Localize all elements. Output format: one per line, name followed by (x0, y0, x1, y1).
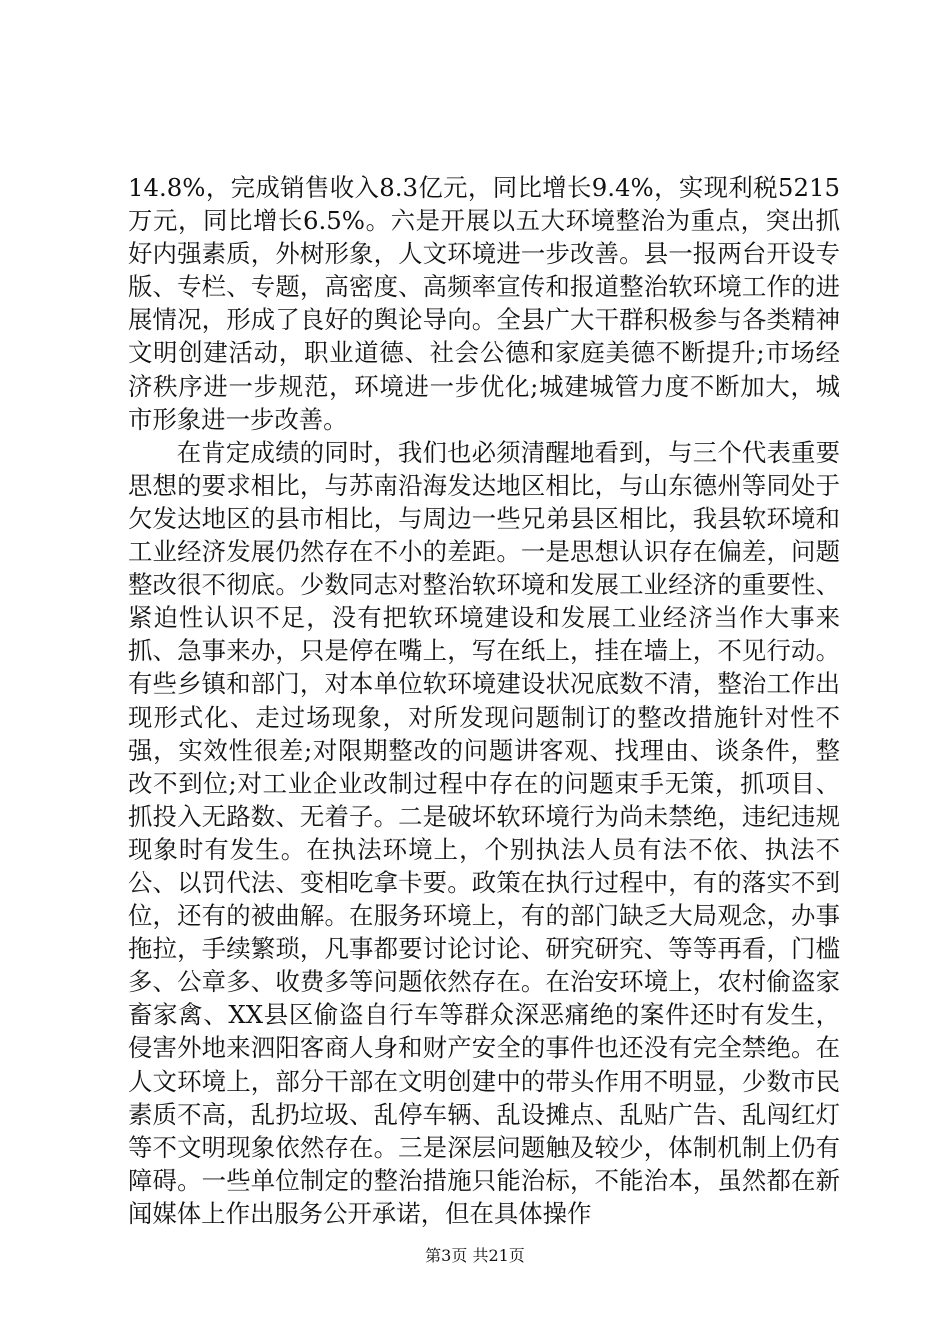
paragraph-shortcomings: 在肯定成绩的同时，我们也必须清醒地看到，与三个代表重要思想的要求相比，与苏南沿海发达地区相比，与山东德州等同处于欠发达地区的县市相比，与周边一些兄弟县区相比，我县软环境和工业经济发展仍然存在不小的差距。一是思想认识存在偏差，问题整改很不彻底。少数同志对整治软环境和发展工业经济的重要性、紧迫性认识不足，没有把软环境建设和发展工业经济当作大事来抓、急事来办，只是停在嘴上，写在纸上，挂在墙上，不见行动。有些乡镇和部门，对本单位软环境建设状况底数不清，整治工作出现形式化、走过场现象，对所发现问题制订的整改措施针对性不强，实效性很差;对限期整改的问题讲客观、找理由、谈条件，整改不到位;对工业企业改制过程中存在的问题束手无策，抓项目、抓投入无路数、无着子。二是破坏软环境行为尚未禁绝，违纪违规现象时有发生。在执法环境上，个别执法人员有法不依、执法不公、以罚代法、变相吃拿卡要。政策在执行过程中，有的落实不到位，还有的被曲解。在服务环境上，有的部门缺乏大局观念，办事拖拉，手续繁琐，凡事都要讨论讨论、研究研究、等等再看，门槛多、公章多、收费多等问题依然存在。在治安环境上，农村偷盗家畜家禽、XX县区偷盗自行车等群众深恶痛绝的案件还时有发生，侵害外地来泗阳客商人身和财产安全的事件也还没有完全禁绝。在人文环境上，部分干部在文明创建中的带头作用不明显，少数市民素质不高，乱扔垃圾、乱停车辆、乱设摊点、乱贴广告、乱闯红灯等不文明现象依然存在。三是深层问题触及较少，体制机制上仍有障碍。一些单位制定的整治措施只能治标，不能治本，虽然都在新闻媒体上作出服务公开承诺，但在具体操作 (128, 437, 840, 1228)
page-footer: 第3页 共21页 (425, 1246, 525, 1265)
body-text (128, 171, 840, 1230)
paragraph-continuation: 14.8%，完成销售收入8.3亿元，同比增长9.4%，实现利税5215万元，同比增长6.5%。六是开展以五大环境整治为重点，突出抓好内强素质，外树形象，人文环境进一步改善。县一报两台开设专版、专栏、专题，高密度、高频率宣传和报道整治软环境工作的进展情况，形成了良好的舆论导向。全县广大干群积极参与各类精神文明创建活动，职业道德、社会公德和家庭美德不断提升;市场经济秩序进一步规范，环境进一步优化;城建城管力度不断加大，城市形象进一步改善。 (128, 173, 840, 434)
